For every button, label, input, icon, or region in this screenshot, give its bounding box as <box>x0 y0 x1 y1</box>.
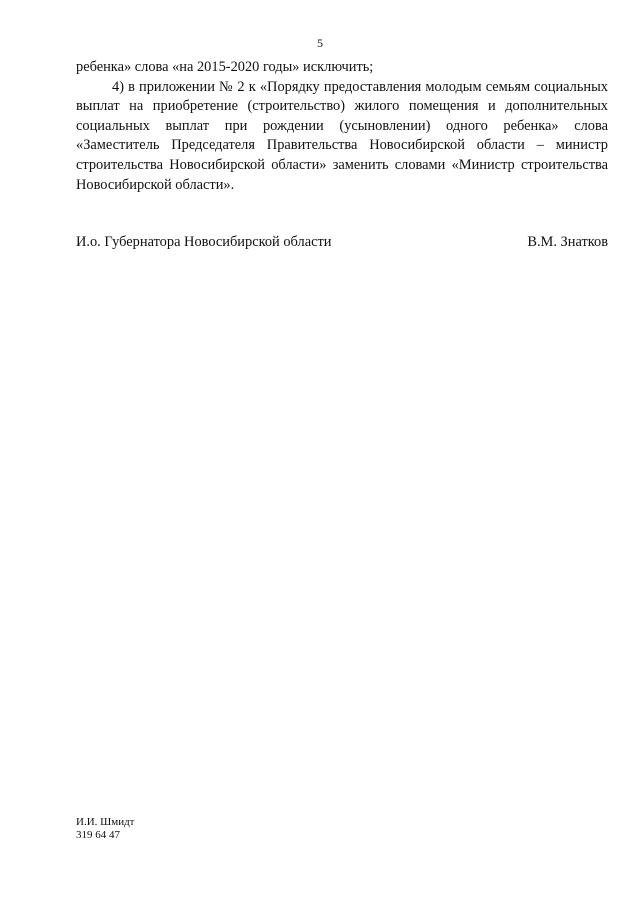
signatory-name: В.М. Знатков <box>527 234 608 250</box>
page-number: 5 <box>317 36 323 50</box>
signature-block <box>76 233 608 253</box>
document-body <box>76 58 608 195</box>
executor-phone: 319 64 47 <box>76 829 120 841</box>
paragraph-continuation: ребенка» слова «на 2015-2020 годы» исключить; <box>76 59 374 75</box>
executor-name: И.И. Шмидт <box>76 816 135 828</box>
paragraph-item-4: 4) в приложении № 2 к «Порядку предоставления молодым семьям социальных выплат на приобретение (строительство) жилого помещения и дополнительных социальных выплат при рождении (усыновлении) одного ребенка» слова «Заместитель Председателя Правительства Новосибирской области – министр строительства Новосибирской области» заменить словами «Министр строительства Новосибирской области». <box>76 78 608 193</box>
signatory-position: И.о. Губернатора Новосибирской области <box>76 234 332 250</box>
executor-footer <box>76 816 135 842</box>
